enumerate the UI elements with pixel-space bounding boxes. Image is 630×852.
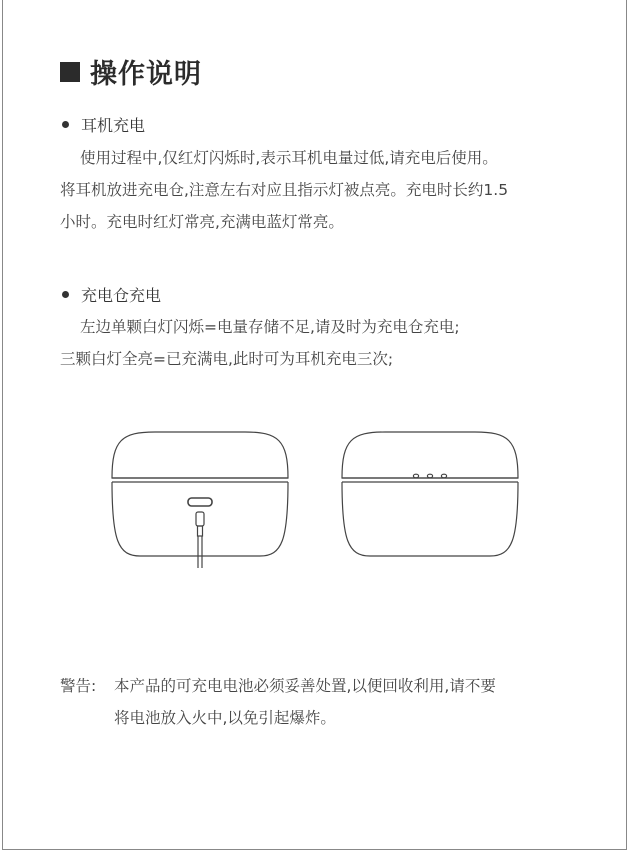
page-title: [60, 52, 202, 91]
section-case-charging-heading: 充电仓充电: [62, 283, 161, 306]
charging-case-front-with-cable: [112, 432, 288, 568]
charging-case-back-with-indicator-lights: [342, 432, 518, 556]
section-earphone-charging-body: [60, 142, 580, 238]
section-earphone-charging-heading: 耳机充电: [62, 113, 145, 136]
title-square-icon: [60, 62, 80, 82]
indicator-light-2: [427, 474, 432, 478]
paragraph-line: 将耳机放进充电仓,注意左右对应且指示灯被点亮。充电时长约1.5: [60, 181, 509, 199]
paragraph-line: 使用过程中,仅红灯闪烁时,表示耳机电量过低,请充电后使用。: [80, 149, 498, 167]
warning-note: [60, 670, 496, 734]
charging-case-illustration: [100, 420, 540, 580]
title-text: 操作说明: [90, 59, 202, 90]
warning-line: 本产品的可充电电池必须妥善处置,以便回收利用,请不要: [114, 677, 496, 695]
indicator-light-3: [441, 474, 446, 478]
warning-line: 将电池放入火中,以免引起爆炸。: [114, 709, 336, 727]
bullet-icon: [62, 121, 69, 128]
bullet-icon: [62, 291, 69, 298]
indicator-light-1: [413, 474, 418, 478]
warning-label: 警告:: [60, 677, 97, 695]
paragraph-line: 三颗白灯全亮=已充满电,此时可为耳机充电三次;: [60, 350, 394, 368]
paragraph-line: 小时。充电时红灯常亮,充满电蓝灯常亮。: [60, 213, 344, 231]
section-case-charging-body: [60, 311, 580, 375]
paragraph-line: 左边单颗白灯闪烁=电量存储不足,请及时为充电仓充电;: [80, 318, 460, 336]
